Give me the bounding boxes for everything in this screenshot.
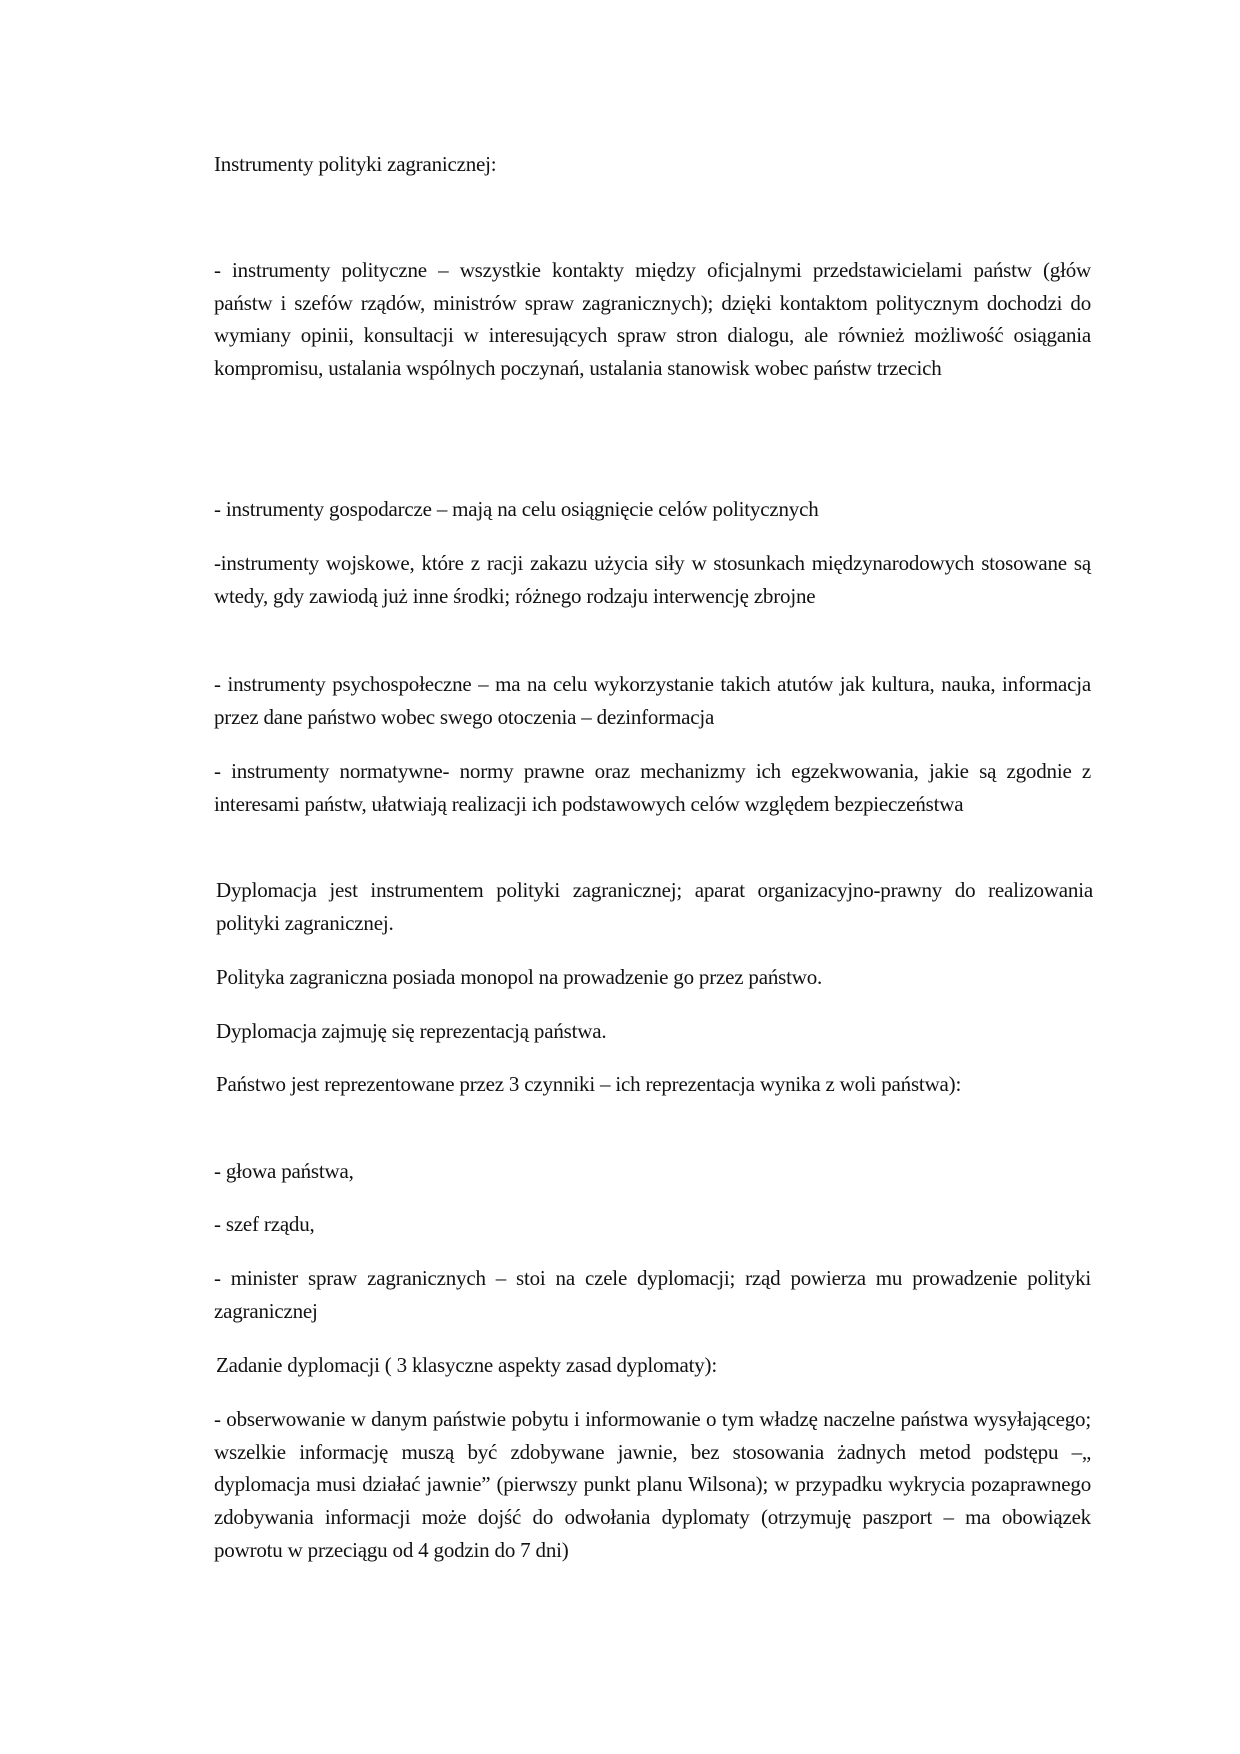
paragraph: Zadanie dyplomacji ( 3 klasyczne aspekty zasad dyplomaty): xyxy=(216,1353,717,1377)
paragraph: - instrumenty polityczne – wszystkie kontakty między oficjalnymi przedstawicielami państw (głów państw i szefów rządów, ministrów spraw zagranicznych); dzięki kontaktom politycznym dochodzi do wymiany opinii, konsultacji w interesujących spraw stron dialogu, ale również możliwość osiągania kompromisu, ustalania wspólnych poczynań, ustalania stanowisk wobec państw trzecich xyxy=(214,258,1091,381)
paragraph: -instrumenty wojskowe, które z racji zakazu użycia siły w stosunkach międzynarodowych stosowane są wtedy, gdy zawiodą już inne środki; różnego rodzaju interwencję zbrojne xyxy=(214,551,1091,608)
paragraph: - instrumenty normatywne- normy prawne oraz mechanizmy ich egzekwowania, jakie są zgodnie z interesami państw, ułatwiają realizacji ich podstawowych celów względem bezpieczeństwa xyxy=(214,759,1091,816)
paragraph: Polityka zagraniczna posiada monopol na prowadzenie go przez państwo. xyxy=(216,965,823,989)
paragraph: Dyplomacja jest instrumentem polityki zagranicznej; aparat organizacyjno-prawny do realizowania polityki zagranicznej. xyxy=(216,878,1093,935)
list-item: - szef rządu, xyxy=(214,1212,315,1236)
paragraph: - instrumenty psychospołeczne – ma na celu wykorzystanie takich atutów jak kultura, nauka, informacja przez dane państwo wobec swego otoczenia – dezinformacja xyxy=(214,672,1091,729)
list-item: - głowa państwa, xyxy=(214,1159,354,1183)
paragraph: - instrumenty gospodarcze – mają na celu osiągnięcie celów politycznych xyxy=(214,497,819,521)
paragraph: Dyplomacja zajmuję się reprezentacją państwa. xyxy=(216,1019,607,1043)
paragraph: Państwo jest reprezentowane przez 3 czynniki – ich reprezentacja wynika z woli państwa): xyxy=(216,1072,962,1096)
document-title: Instrumenty polityki zagranicznej: xyxy=(214,152,497,176)
paragraph: - obserwowanie w danym państwie pobytu i informowanie o tym władzę naczelne państwa wysyłającego; wszelkie informację muszą być zdobywane jawnie, bez stosowania żadnych metod podstępu –„ dyplomacja musi działać jawnie” (pierwszy punkt planu Wilsona); w przypadku wykrycia pozaprawnego zdobywania informacji może dojść do odwołania dyplomaty (otrzymuję paszport – ma obowiązek powrotu w przeciągu od 4 godzin do 7 dni) xyxy=(214,1407,1091,1562)
list-item: - minister spraw zagranicznych – stoi na czele dyplomacji; rząd powierza mu prowadzenie polityki zagranicznej xyxy=(214,1266,1091,1323)
